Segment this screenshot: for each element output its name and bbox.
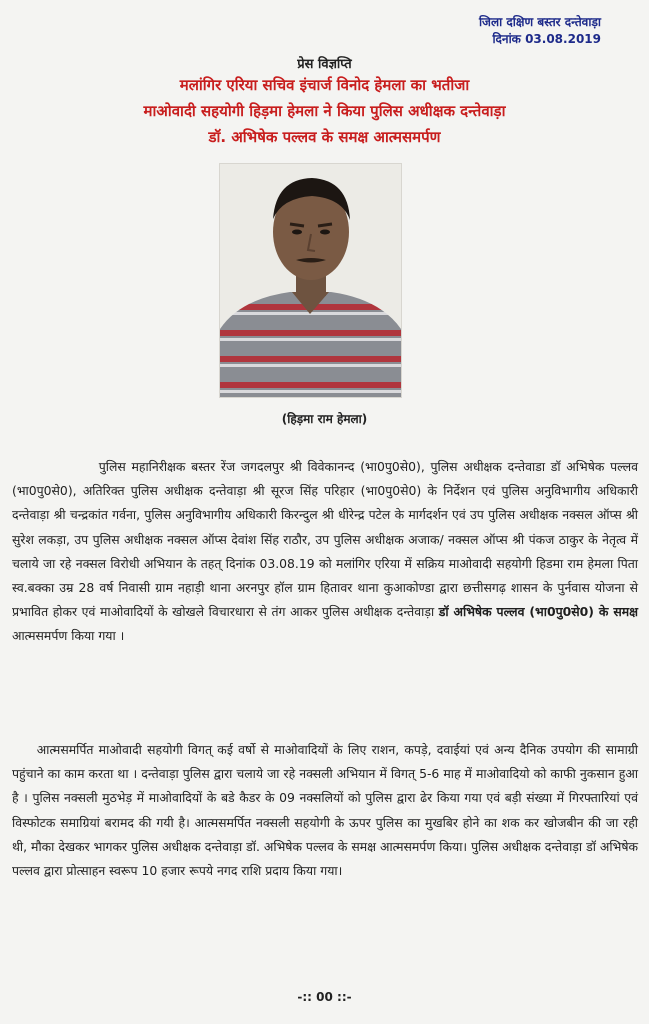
paragraph-1-end: आत्मसमर्पण किया गया । [12, 628, 125, 644]
press-release-title: प्रेस विज्ञप्ति [297, 57, 352, 72]
office-district: जिला दक्षिण बस्तर दन्तेवाड़ा [478, 15, 601, 29]
paragraph-1 [12, 455, 638, 649]
paragraph-2 [12, 738, 638, 883]
headline-line-1: मलांगिर एरिया सचिव इंचार्ज विनोद हेमला का भतीजा [179, 76, 470, 94]
headline-line-2: माओवादी सहयोगी हिड़मा हेमला ने किया पुलिस अधीक्षक दन्तेवाड़ा [143, 102, 506, 120]
portrait-illustration [220, 164, 401, 397]
headline [20, 72, 629, 150]
release-date: दिनांक 03.08.2019 [492, 32, 601, 46]
portrait-photo [219, 163, 402, 398]
paragraph-1-text: पुलिस महानिरीक्षक बस्तर रेंज जगदलपुर श्री विवेकानन्द (भा0पु0से0), पुलिस अधीक्षक दन्तेवाडा डॉ अभिषेक पल्लव (भा0पु0से0), अतिरिक्त पुलिस अधीक्षक दन्तेवाड़ा श्री सूरज सिंह परिहार (भा0पु0से0) के निर्देशन एवं पुलिस अनुविभागीय अधिकारी दन्तेवाड़ा श्री चन्द्रकांत गर्वना, पुलिस अनुविभागीय अधिकारी किरन्दुल श्री धीरेन्द्र पटेल के मार्गदर्शन एवं उप पुलिस अधीक्षक नक्सल ऑप्स श्री सुरेश लकड़ा, उप पुलिस अधीक्षक नक्सल ऑप्स देवांश सिंह राठौर, उप पुलिस अधीक्षक अजाक/ नक्सल ऑप्स श्री पंकज ठाकुर के नेतृत्व में चलाये जा रहे नक्सल विरोधी अभियान के तहत् दिनांक 03.08.19 को मलांगिर एरिया में सक्रिय माओवादी सहयोगी हिडमा राम हेमला पिता स्व.बक्का उम्र 28 वर्ष निवासी ग्राम नहाड़ी थाना अरनपुर हॉल ग्राम हितावर थाना कुआकोण्डा द्वारा छत्तीसगढ़ शासन के पुर्नवास योजना से प्रभावित होकर एवं माओवादियों के खोखले विचारधारा से तंग आकर पुलिस अधीक्षक दन्तेवाड़ा [12, 459, 638, 620]
paragraph-1-bold: डॉ अभिषेक पल्लव (भा0पु0से0) के समक्ष [438, 604, 638, 620]
footer-mark: -:: 00 ::- [297, 990, 352, 1004]
paragraph-2-text: आत्मसमर्पित माओवादी सहयोगी विगत् कई वर्षो से माओवादियों के लिए राशन, कपड़े, दवाईयां एवं अन्य दैनिक उपयोग की सामाग्री पहुंचाने का काम करता था । दन्तेवाड़ा पुलिस द्वारा चलाये जा रहे नक्सली अभियान में विगत् 5-6 माह में माओवादियो को काफी नुकसान हुआ है । पुलिस नक्सली मुठभेड़ में माओवादियों के बडे कैडर के 09 नक्सलियों को पुलिस द्वारा ढेर किया गया एवं बड़ी संख्या में गिरफ्तारियां एवं विस्फोटक समाग्रियां बरामद की गयी है। आत्मसमर्पित नक्सली सहयोगी के ऊपर पुलिस का मुखबिर होने का शक कर खोजबीन की जा रही थी, मौका देखकर भागकर पुलिस अधीक्षक दन्तेवाड़ा डॉ. अभिषेक पल्लव के समक्ष आत्मसमर्पण किया। पुलिस अधीक्षक दन्तेवाड़ा डॉ अभिषेक पल्लव द्वारा प्रोत्साहन स्वरूप 10 हजार रूपये नगद राशि प्रदाय किया गया। [12, 742, 638, 879]
photo-caption: (हिड़मा राम हेमला) [281, 412, 368, 426]
office-header [479, 14, 601, 48]
headline-line-3: डॉ. अभिषेक पल्लव के समक्ष आत्मसमर्पण [208, 128, 441, 146]
